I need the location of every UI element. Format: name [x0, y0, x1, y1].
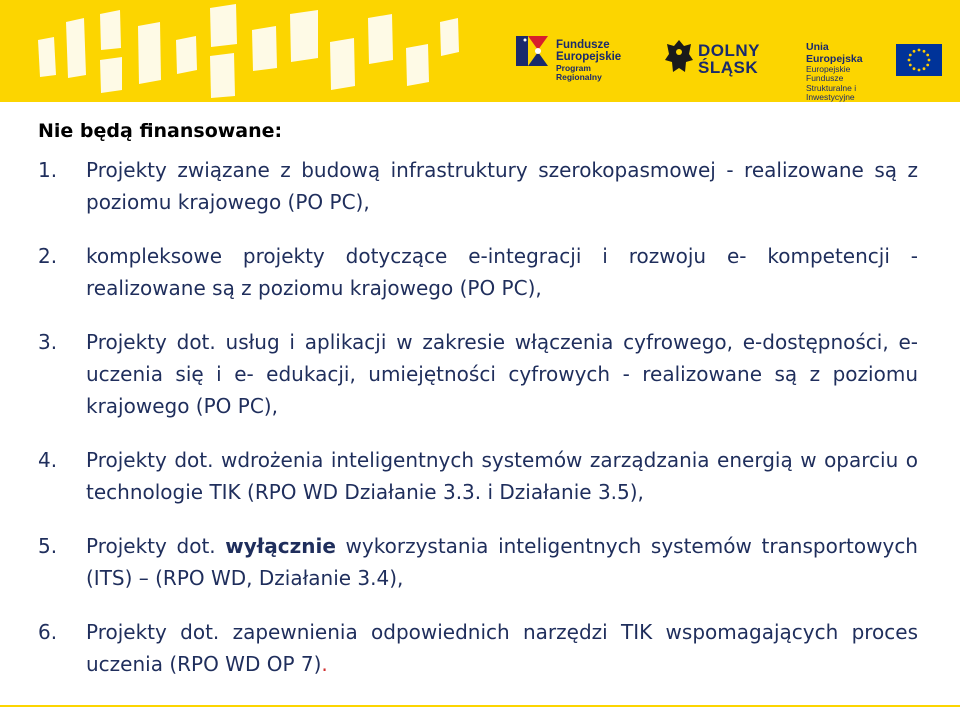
item-text: Projekty dot. wdrożenia inteligentnych systemów zarządzania energią w oparciu o technologie TIK (RPO WD Działanie 3.3. i Działanie 3.5), — [86, 448, 918, 504]
eu-flag-icon — [896, 44, 942, 76]
list-item — [38, 444, 918, 508]
slide-content — [38, 118, 918, 702]
item-number: 5. — [38, 534, 58, 558]
eu-line2: Europejskie Fundusze — [806, 64, 851, 84]
fe-line1: Fundusze — [556, 39, 610, 51]
list-item — [38, 240, 918, 304]
item-emphasis: wyłącznie — [225, 534, 336, 558]
ds-line2: ŚLĄSK — [698, 58, 759, 77]
list-item — [38, 616, 918, 680]
item-text-before: Projekty dot. — [86, 534, 226, 558]
item-number: 2. — [38, 244, 58, 268]
page-title: Nie będą finansowane: — [38, 120, 283, 142]
item-number: 3. — [38, 330, 58, 354]
exclusions-list — [38, 154, 918, 680]
ds-line1: DOLNY — [698, 41, 760, 60]
item-number: 4. — [38, 448, 58, 472]
list-item — [38, 154, 918, 218]
eagle-crest-icon — [664, 38, 694, 76]
item-text: Projekty związane z budową infrastruktury szerokopasmowej - realizowane są z poziomu krajowego (PO PC), — [86, 158, 918, 214]
item-number: 1. — [38, 158, 58, 182]
list-item — [38, 326, 918, 422]
eu-line3: Strukturalne i Inwestycyjne — [806, 82, 857, 102]
dolny-slask-logo — [664, 38, 760, 78]
item-text-after: wykorzystania inteligentnych systemów transportowych (ITS) – (RPO WD, Działanie 3.4), — [86, 534, 918, 590]
decorative-pattern — [0, 0, 500, 102]
list-item — [38, 530, 918, 594]
item-text: Projekty dot. zapewnienia odpowiednich narzędzi TIK wspomagających proces uczenia (RPO WD OP 7) — [86, 620, 918, 676]
item-text: Projekty dot. usług i aplikacji w zakresie włączenia cyfrowego, e-dostępności, e-uczenia się i e- edukacji, umiejętności cyfrowych - realizowane są z poziomu krajowego (PO PC), — [86, 330, 918, 418]
fe-line2: Europejskie — [556, 51, 622, 64]
eu-line1: Unia Europejska — [806, 41, 863, 65]
item-number: 6. — [38, 620, 58, 644]
fe-line3: Program Regionalny — [556, 63, 602, 83]
header-banner — [0, 0, 960, 102]
item-text: kompleksowe projekty dotyczące e-integracji i rozwoju e- kompetencji - realizowane są z poziomu krajowego (PO PC), — [86, 244, 918, 300]
fundusze-europejskie-logo — [514, 30, 622, 83]
fe-star-icon — [514, 30, 552, 74]
item-trailing-dot: . — [321, 652, 328, 676]
